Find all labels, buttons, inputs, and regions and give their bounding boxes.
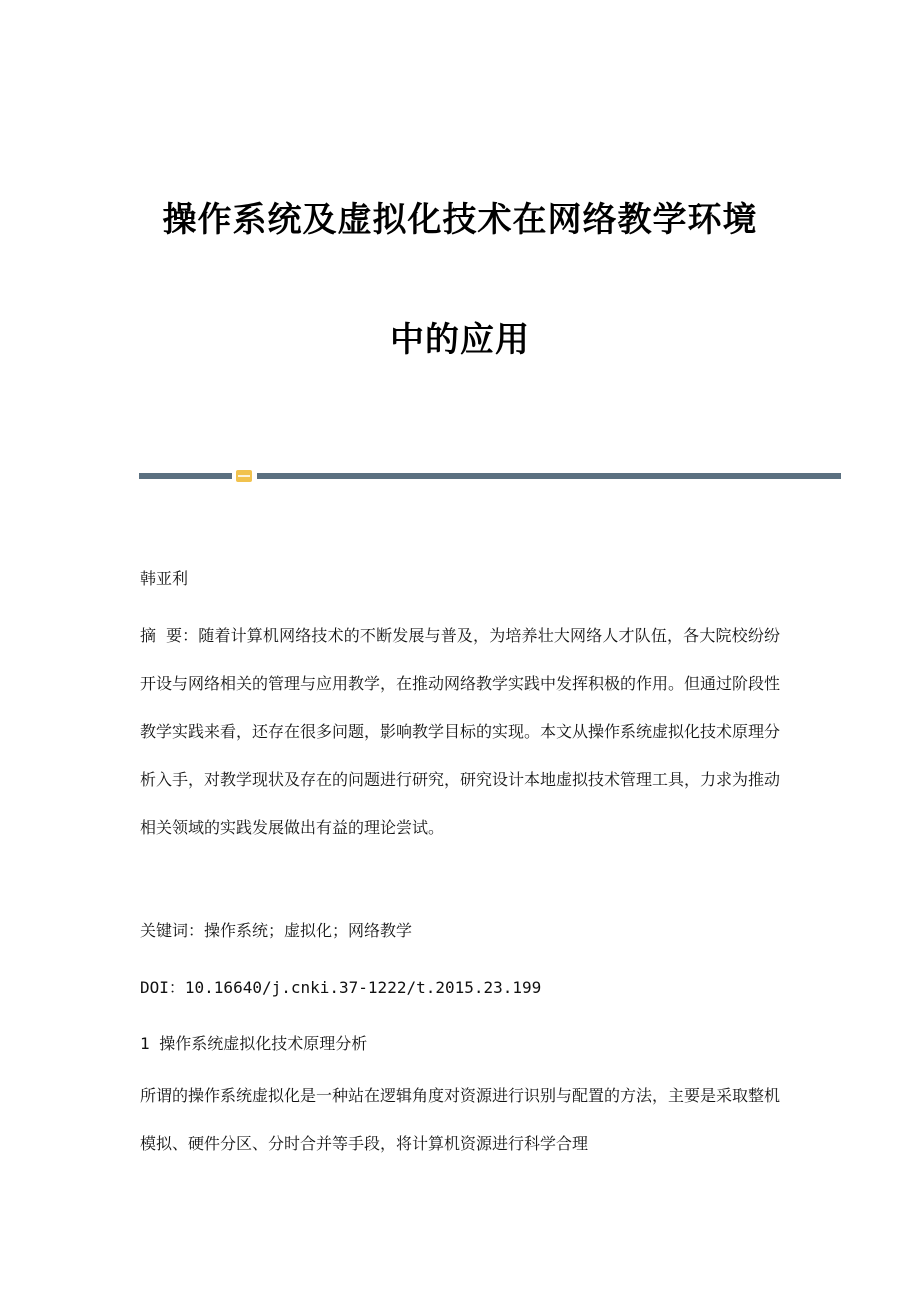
doi: DOI：10.16640/j.cnki.37-1222/t.2015.23.199 xyxy=(140,978,542,997)
divider-right-bar xyxy=(257,473,841,479)
page-title-line-1: 操作系统及虚拟化技术在网络教学环境 xyxy=(162,200,758,240)
keywords: 关键词：操作系统；虚拟化；网络教学 xyxy=(140,921,413,940)
divider-ornament-icon xyxy=(236,470,252,482)
section-heading: 1 操作系统虚拟化技术原理分析 xyxy=(140,1034,368,1053)
page-title-line-2: 中的应用 xyxy=(390,320,530,360)
divider-left-bar xyxy=(139,473,232,479)
author: 韩亚利 xyxy=(140,569,189,588)
section-body: 所谓的操作系统虚拟化是一种站在逻辑角度对资源进行识别与配置的方法，主要是采取整机模拟、硬件分区、分时合并等手段，将计算机资源进行科学合理 xyxy=(140,1086,781,1153)
abstract: 摘 要：随着计算机网络技术的不断发展与普及，为培养壮大网络人才队伍，各大院校纷纷开设与网络相关的管理与应用教学，在推动网络教学实践中发挥积极的作用。但通过阶段性教学实践来看，还存在很多问题，影响教学目标的实现。本文从操作系统虚拟化技术原理分析入手，对教学现状及存在的问题进行研究，研究设计本地虚拟技术管理工具，力求为推动相关领域的实践发展做出有益的理论尝试。 xyxy=(140,626,781,837)
